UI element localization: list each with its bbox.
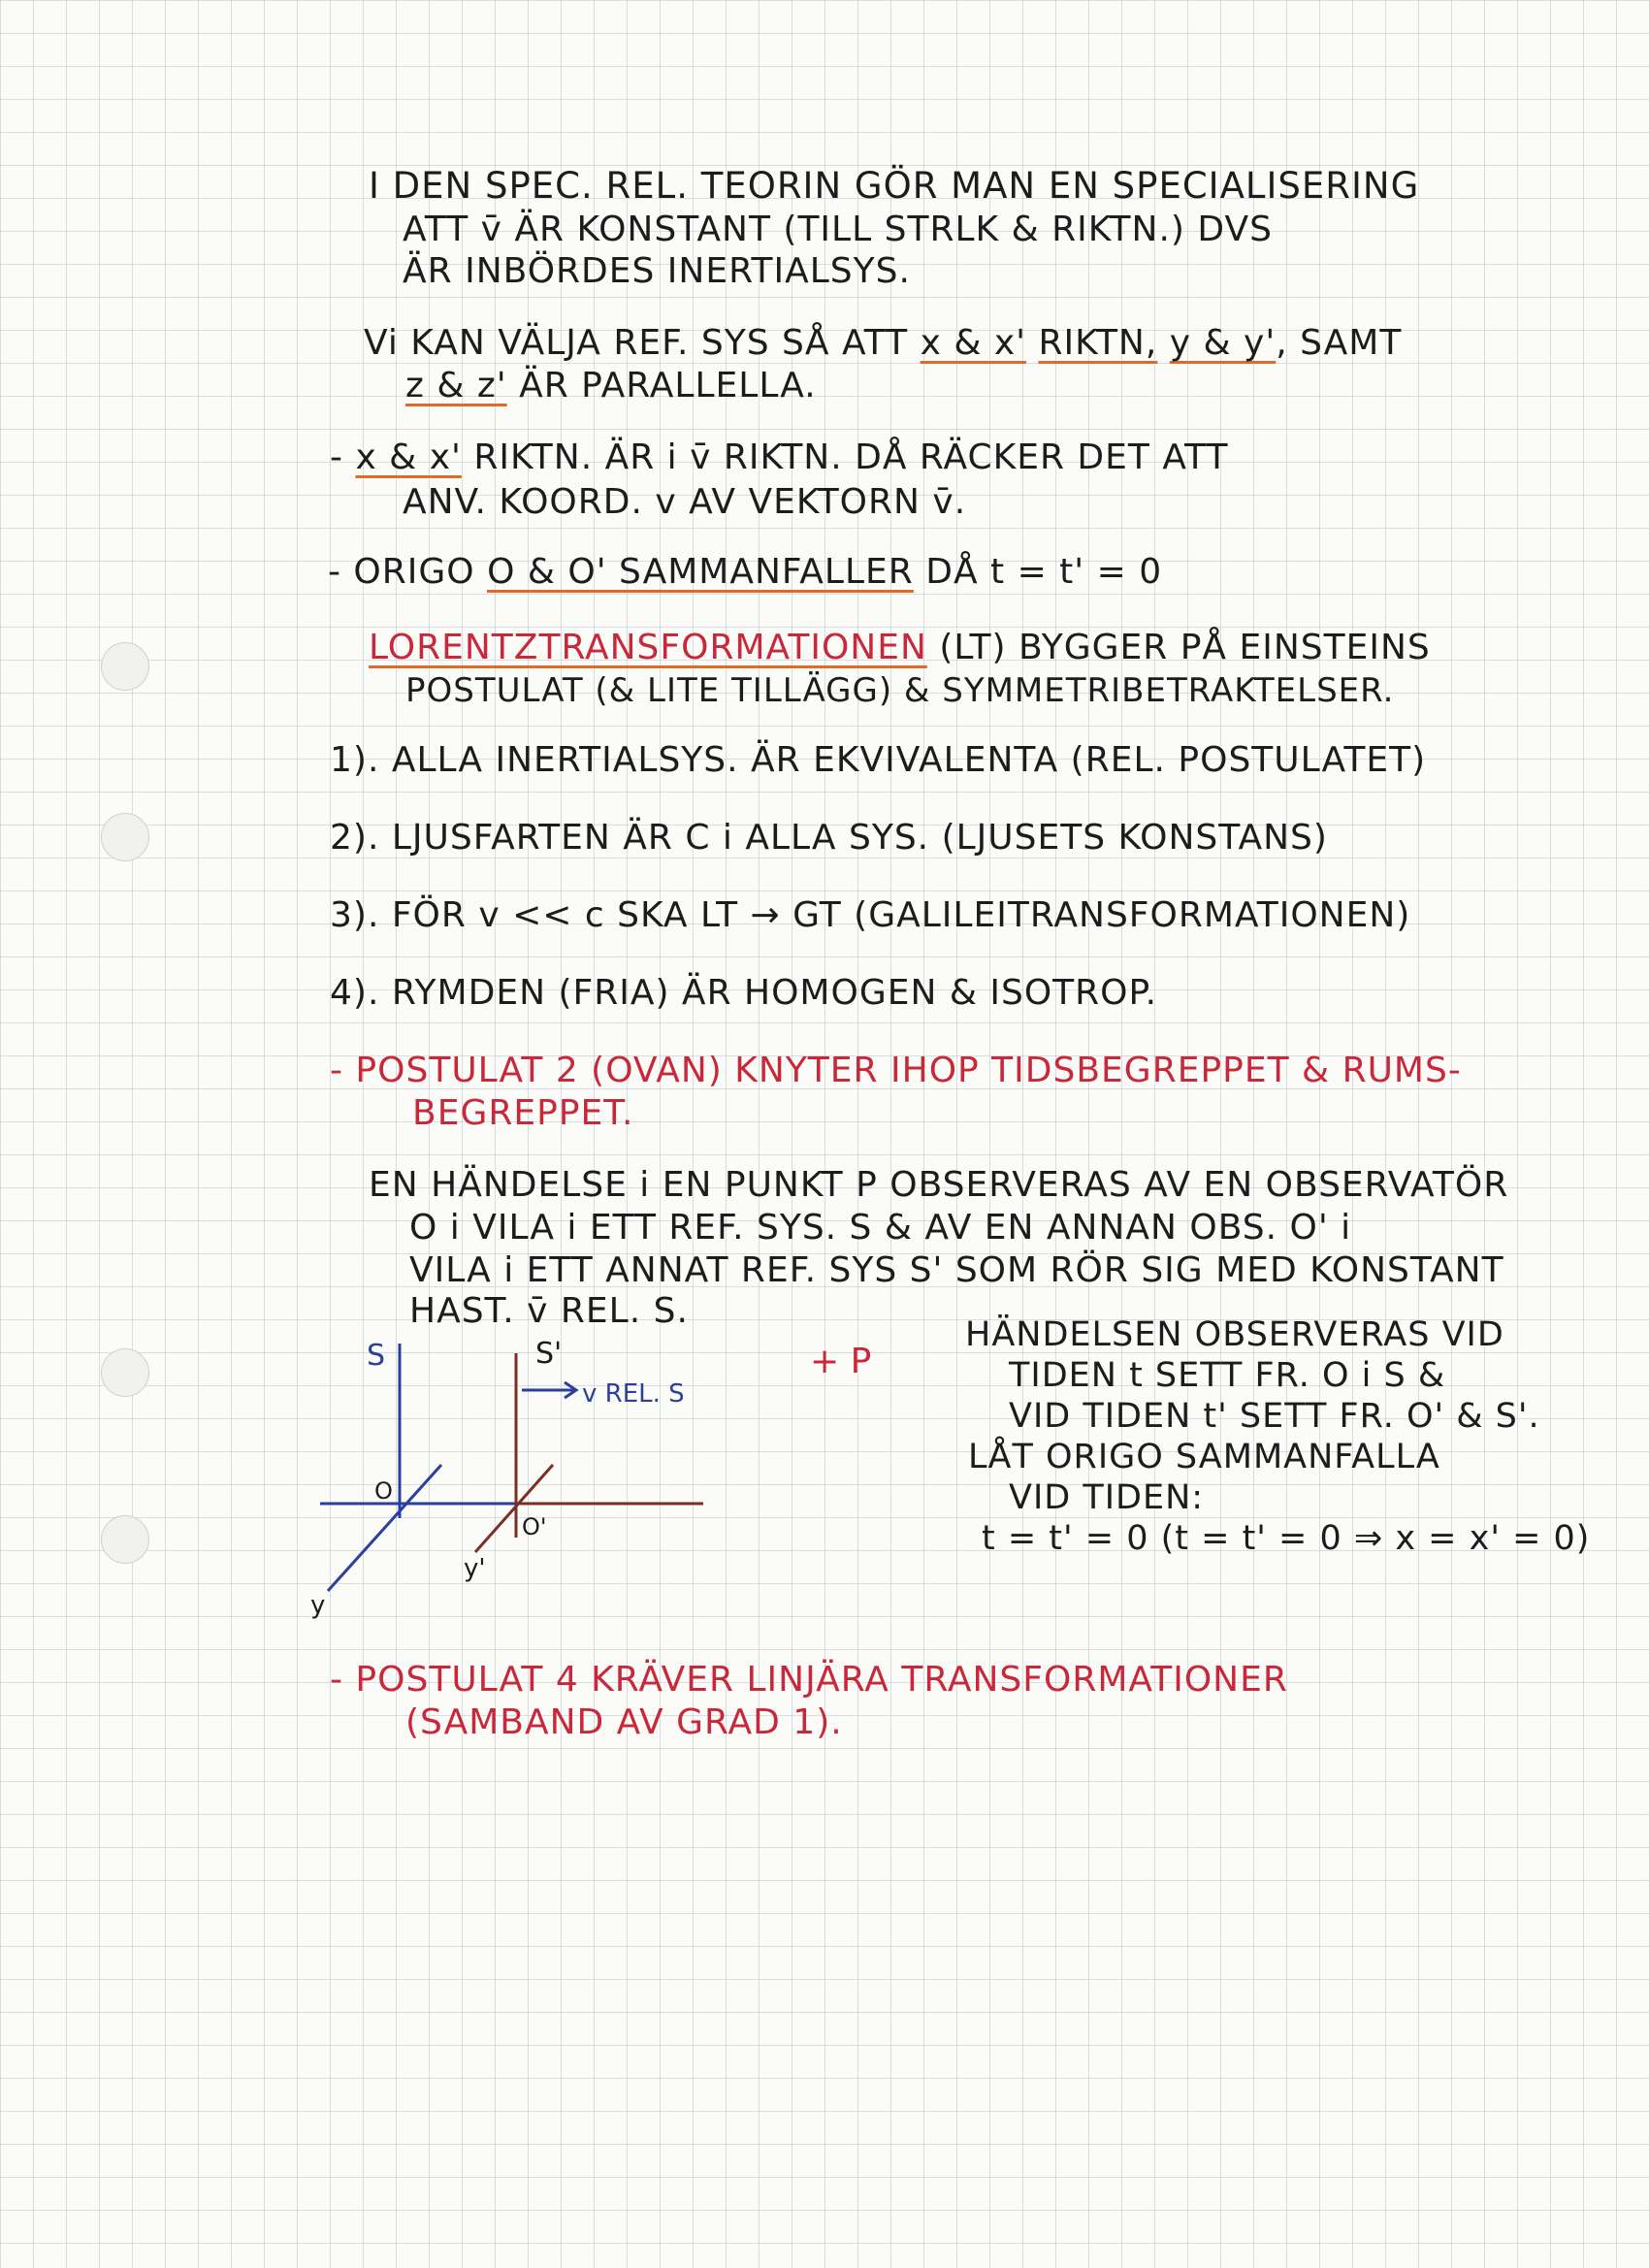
text-line: ATT v̄ ÄR KONSTANT (TILL STRLK & RIKTN.) DVS: [403, 210, 1273, 249]
text-line: [405, 365, 817, 407]
text-span: Vi KAN VÄLJA REF. SYS SÅ ATT: [364, 323, 921, 363]
label-s-prime: S': [535, 1337, 563, 1371]
punch-hole: [101, 813, 149, 861]
postulate-item: 1). ALLA INERTIALSYS. ÄR EKVIVALENTA (REL. POSTULATET): [330, 740, 1427, 780]
text-line: VILA i ETT ANNAT REF. SYS S' SOM RÖR SIG MED KONSTANT: [409, 1250, 1504, 1290]
underlined-text: RIKTN,: [1038, 323, 1158, 363]
text-span: , SAMT: [1276, 323, 1403, 363]
text-line: [330, 437, 1229, 479]
red-note: BEGREPPET.: [412, 1093, 634, 1133]
text-span: - ORIGO: [328, 552, 488, 592]
side-note-line: HÄNDELSEN OBSERVERAS VID: [965, 1315, 1504, 1354]
side-note-line: t = t' = 0 (t = t' = 0 ⇒ x = x' = 0): [982, 1519, 1591, 1558]
punch-hole: [101, 642, 149, 691]
text-line: ÄR INBÖRDES INERTIALSYS.: [403, 251, 911, 291]
side-note-line: VID TIDEN t' SETT FR. O' & S'.: [1009, 1397, 1540, 1436]
point-label: + P: [810, 1342, 872, 1381]
text-line: POSTULAT (& LITE TILLÄGG) & SYMMETRIBETRAKTELSER.: [405, 671, 1395, 710]
text-line: HAST. v̄ REL. S.: [409, 1291, 689, 1331]
postulate-item: 2). LJUSFARTEN ÄR C i ALLA SYS. (LJUSETS KONSTANS): [330, 818, 1328, 858]
label-o: O: [374, 1477, 393, 1505]
label-y: y: [310, 1591, 326, 1620]
side-note-line: VID TIDEN:: [1009, 1478, 1205, 1517]
text-span: -: [330, 437, 356, 477]
reference-frames-diagram: [310, 1334, 912, 1625]
side-note-line: LÅT ORIGO SAMMANFALLA: [968, 1438, 1440, 1476]
label-s: S: [367, 1339, 386, 1373]
red-note: - POSTULAT 2 (OVAN) KNYTER IHOP TIDSBEGREPPET & RUMS-: [330, 1051, 1462, 1090]
text-span: RIKTN. ÄR i v̄ RIKTN. DÅ RÄCKER DET ATT: [461, 437, 1229, 477]
text-line: [328, 551, 1162, 594]
underlined-text: y & y': [1169, 323, 1277, 363]
text-line: [364, 322, 1402, 365]
underlined-text: x & x': [920, 323, 1027, 363]
text-line: I DEN SPEC. REL. TEORIN GÖR MAN EN SPECIALISERING: [369, 165, 1420, 207]
label-y-prime: y': [464, 1554, 486, 1583]
underlined-text: z & z': [405, 366, 507, 405]
side-note-line: TIDEN t SETT FR. O i S &: [1009, 1356, 1446, 1395]
text-line: [369, 627, 1431, 669]
punch-hole: [101, 1515, 149, 1564]
text-span: [1157, 323, 1169, 363]
underlined-text: O & O' SAMMANFALLER: [487, 552, 914, 592]
text-span: DÅ t = t' = 0: [913, 552, 1163, 592]
red-note: (SAMBAND AV GRAD 1).: [405, 1702, 843, 1742]
text-line: O i VILA i ETT REF. SYS. S & AV EN ANNAN OBS. O' i: [409, 1208, 1352, 1247]
velocity-label: v REL. S: [582, 1379, 685, 1409]
text-line: ANV. KOORD. v AV VEKTORN v̄.: [403, 482, 967, 522]
text-span: (LT) BYGGER PÅ EINSTEINS: [926, 628, 1431, 667]
postulate-item: 4). RYMDEN (FRIA) ÄR HOMOGEN & ISOTROP.: [330, 973, 1158, 1013]
text-span: ÄR PARALLELLA.: [506, 366, 817, 405]
underlined-text: x & x': [355, 437, 462, 477]
label-o-prime: O': [522, 1513, 547, 1540]
red-note: - POSTULAT 4 KRÄVER LINJÄRA TRANSFORMATIONER: [330, 1660, 1288, 1700]
postulate-item: 3). FÖR v << c SKA LT → GT (GALILEITRANSFORMATIONEN): [330, 895, 1411, 935]
text-span: [1026, 323, 1038, 363]
text-line: EN HÄNDELSE i EN PUNKT P OBSERVERAS AV EN OBSERVATÖR: [369, 1165, 1509, 1205]
punch-hole: [101, 1348, 149, 1397]
underlined-text: LORENTZTRANSFORMATIONEN: [369, 628, 927, 667]
